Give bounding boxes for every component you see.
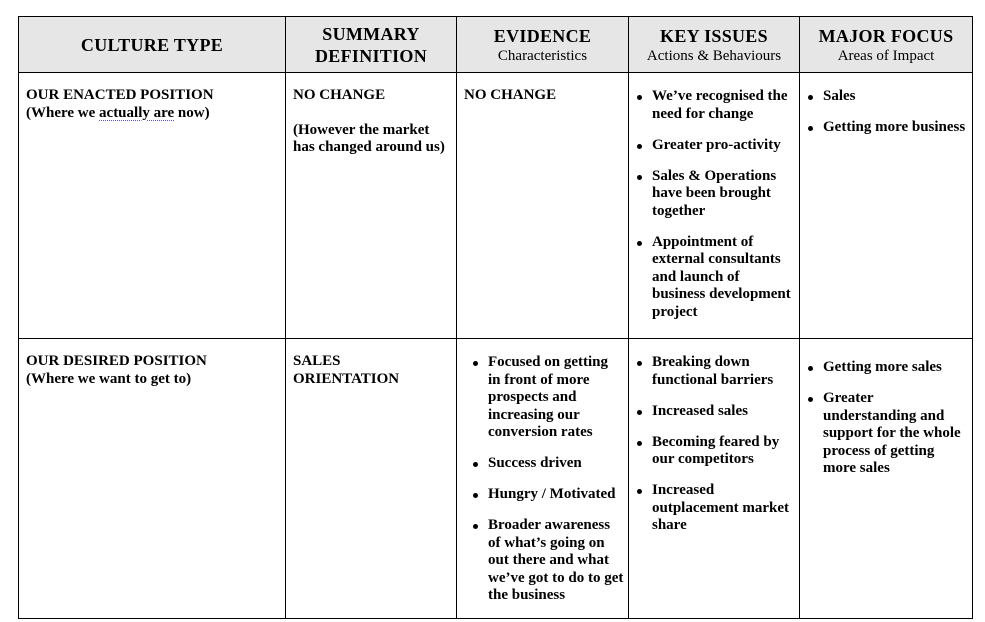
- header-subtitle: Actions & Behaviours: [646, 47, 782, 64]
- underlined-phrase: actually are: [99, 104, 175, 121]
- header-subtitle: Characteristics: [497, 47, 588, 64]
- culture-type-cell: [19, 73, 286, 339]
- header-row: [19, 17, 973, 73]
- header-key-issues: [629, 17, 800, 73]
- key-issues-list: [629, 354, 793, 535]
- list-item: Increased outplacement market share: [629, 482, 793, 535]
- list-item: We’ve recognised the need for change: [629, 88, 793, 123]
- table-row-desired: [19, 339, 973, 619]
- table-row-enacted: [19, 73, 973, 339]
- header-title: MAJOR FOCUS: [818, 25, 954, 46]
- header-evidence: [457, 17, 629, 73]
- culture-type-subtitle: (Where we want to get to): [26, 370, 192, 387]
- header-summary-definition: [286, 17, 457, 73]
- list-item: Sales: [800, 88, 966, 106]
- list-item: Greater understanding and support for the whole process of getting more sales: [800, 390, 966, 478]
- culture-type-title: OUR ENACTED POSITION: [26, 87, 214, 103]
- culture-table: [18, 16, 973, 619]
- list-item: Appointment of external consultants and launch of business development project: [629, 234, 793, 322]
- summary-main: NO CHANGE: [293, 87, 386, 103]
- header-culture-type: [19, 17, 286, 73]
- header-major-focus: [800, 17, 973, 73]
- evidence-cell: [457, 339, 629, 619]
- list-item: Becoming feared by our competitors: [629, 434, 793, 469]
- list-item: Getting more business: [800, 119, 966, 137]
- culture-type-subtitle: (Where we actually are now): [26, 104, 210, 121]
- list-item: Getting more sales: [800, 359, 966, 377]
- list-item: Greater pro-activity: [629, 137, 793, 155]
- major-focus-cell: [800, 339, 973, 619]
- header-title: CULTURE TYPE: [80, 34, 224, 55]
- list-item: Focused on getting in front of more prospects and increasing our conversion rates: [465, 354, 624, 442]
- key-issues-list: [629, 88, 793, 321]
- evidence-cell: [457, 73, 629, 339]
- list-item: Increased sales: [629, 403, 793, 421]
- key-issues-cell: [629, 339, 800, 619]
- list-item: Hungry / Motivated: [465, 486, 624, 504]
- summary-main: SALES ORIENTATION: [293, 353, 400, 387]
- evidence-list: [465, 354, 624, 605]
- list-item: Breaking down functional barriers: [629, 354, 793, 389]
- summary-definition-cell: [286, 339, 457, 619]
- culture-type-cell: [19, 339, 286, 619]
- major-focus-list: [800, 88, 966, 137]
- major-focus-cell: [800, 73, 973, 339]
- header-title: SUMMARY DEFINITION: [314, 23, 428, 66]
- evidence-text: NO CHANGE: [464, 87, 557, 103]
- header-title: EVIDENCE: [493, 25, 592, 46]
- list-item: Success driven: [465, 455, 624, 473]
- list-item: Broader awareness of what’s going on out there and what we’ve got to do to get the business: [465, 517, 624, 605]
- major-focus-list: [800, 359, 966, 478]
- header-subtitle: Areas of Impact: [837, 47, 935, 64]
- key-issues-cell: [629, 73, 800, 339]
- summary-definition-cell: [286, 73, 457, 339]
- summary-note: (However the market has changed around us): [293, 121, 445, 155]
- list-item: Sales & Operations have been brought together: [629, 168, 793, 221]
- culture-type-title: OUR DESIRED POSITION: [26, 353, 207, 369]
- header-title: KEY ISSUES: [660, 25, 768, 46]
